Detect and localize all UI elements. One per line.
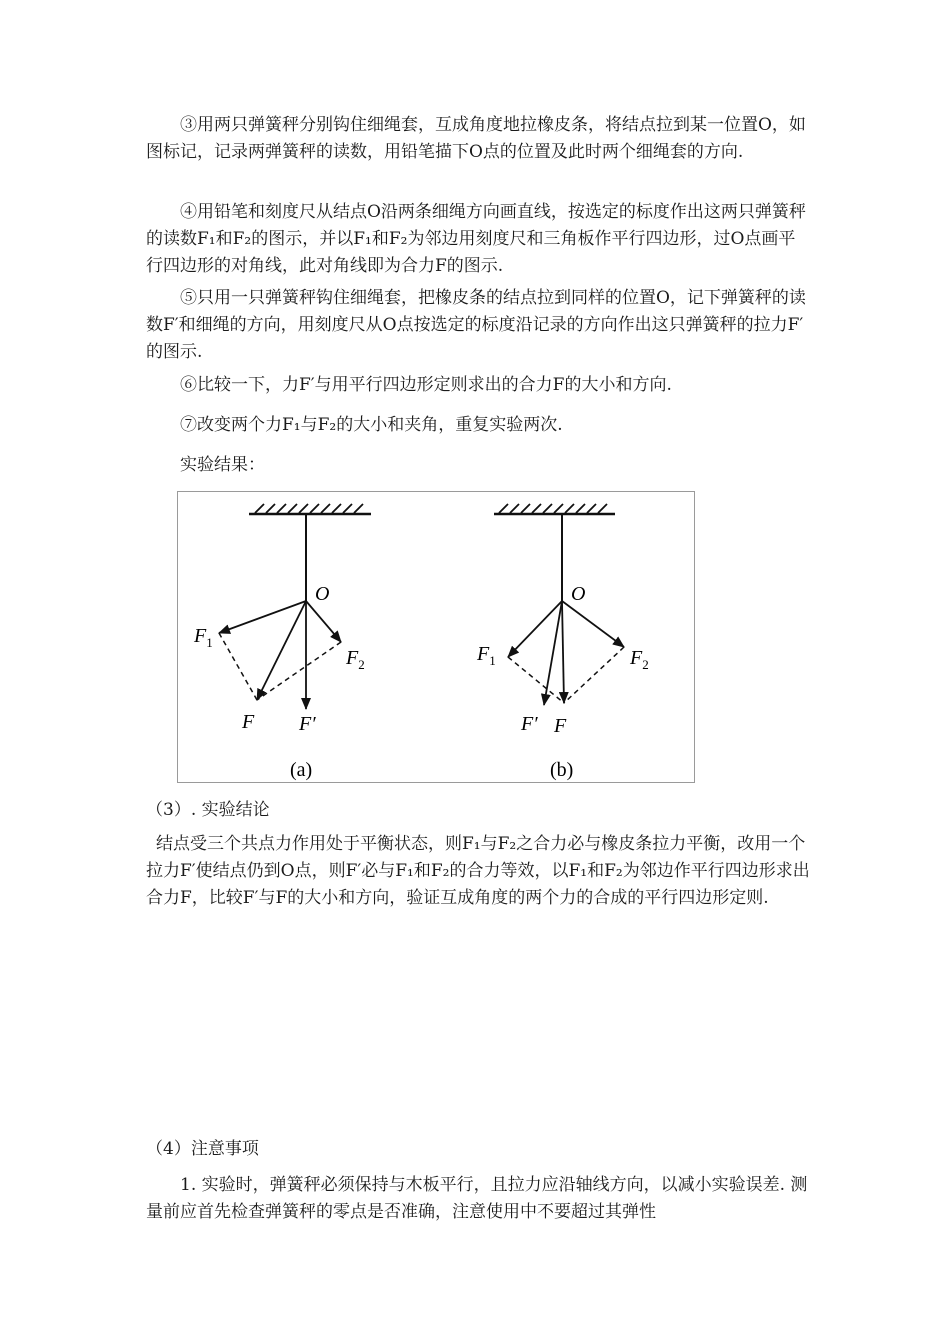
label-o-a: O — [315, 583, 330, 605]
results-label: 实验结果： — [180, 455, 265, 475]
parallelogram-dash-a2 — [257, 642, 341, 700]
f2-arrow-a — [306, 601, 341, 642]
parallelogram-dash-b2 — [564, 647, 624, 703]
step-7-paragraph: ⑦改变两个力F₁与F₂的大小和夹角，重复实验两次. — [180, 415, 563, 435]
diagram-a — [193, 504, 371, 781]
diagram-b — [476, 504, 649, 781]
label-f2-a: $F_2$ — [346, 647, 365, 672]
force-diagram-svg — [178, 492, 694, 782]
step-3-paragraph: ③用两只弹簧秤分别钩住细绳套，互成角度地拉橡皮条，将结点拉到某一位置O，如图标记，记录两弹簧秤的读数，用铅笔描下O点的位置及此时两个细绳套的方向. — [146, 115, 806, 162]
notes-item-1: 1. 实验时，弹簧秤必须保持与木板平行，且拉力应沿轴线方向，以减小实验误差. 测量前应首先检查弹簧秤的零点是否准确，注意使用中不要超过其弹性 — [146, 1175, 808, 1222]
ceiling-b — [494, 504, 615, 514]
parallelogram-dash-a1 — [219, 633, 257, 700]
step-4-paragraph: ④用铅笔和刻度尺从结点O沿两条细绳方向画直线，按选定的标度作出这两只弹簧秤的读数F₁和F₂的图示，并以F₁和F₂为邻边用刻度尺和三角板作平行四边形，过O点画平行四边形的对角线，此对角线即为合力F的图示. — [146, 202, 806, 276]
force-diagram-figure — [177, 491, 695, 783]
label-fprime-a: F′ — [299, 713, 316, 735]
f-resultant-arrow-b — [562, 601, 564, 703]
conclusion-heading: （3）. 实验结论 — [146, 800, 270, 820]
parallelogram-dash-b1 — [508, 657, 564, 703]
caption-b: (b) — [550, 759, 574, 781]
conclusion-paragraph: 结点受三个共点力作用处于平衡状态，则F₁与F₂之合力必与橡皮条拉力平衡，改用一个拉力F′使结点仍到O点，则F′必与F₁和F₂的合力等效，以F₁和F₂为邻边作平行四边形求出合力F，比较F′与F的大小和方向，验证互成角度的两个力的合成的平行四边形定则. — [146, 834, 810, 908]
label-f1-b: $F_1$ — [477, 643, 496, 668]
notes-heading: （4）注意事项 — [146, 1139, 259, 1159]
f2-arrow-b — [562, 601, 624, 647]
ceiling-a — [249, 504, 371, 514]
step-5-paragraph: ⑤只用一只弹簧秤钩住细绳套，把橡皮条的结点拉到同样的位置O，记下弹簧秤的读数F′和细绳的方向，用刻度尺从O点按选定的标度沿记录的方向作出这只弹簧秤的拉力F′的图示. — [146, 288, 806, 362]
label-f-b: F — [554, 715, 567, 737]
step-6-paragraph: ⑥比较一下，力F′与用平行四边形定则求出的合力F的大小和方向. — [180, 375, 672, 395]
label-fprime-b: F′ — [521, 713, 538, 735]
caption-a: (a) — [290, 759, 313, 781]
label-f-a: F — [242, 711, 255, 733]
label-o-b: O — [571, 583, 586, 605]
label-f1-a: $F_1$ — [194, 625, 213, 650]
label-f2-b: $F_2$ — [630, 647, 649, 672]
